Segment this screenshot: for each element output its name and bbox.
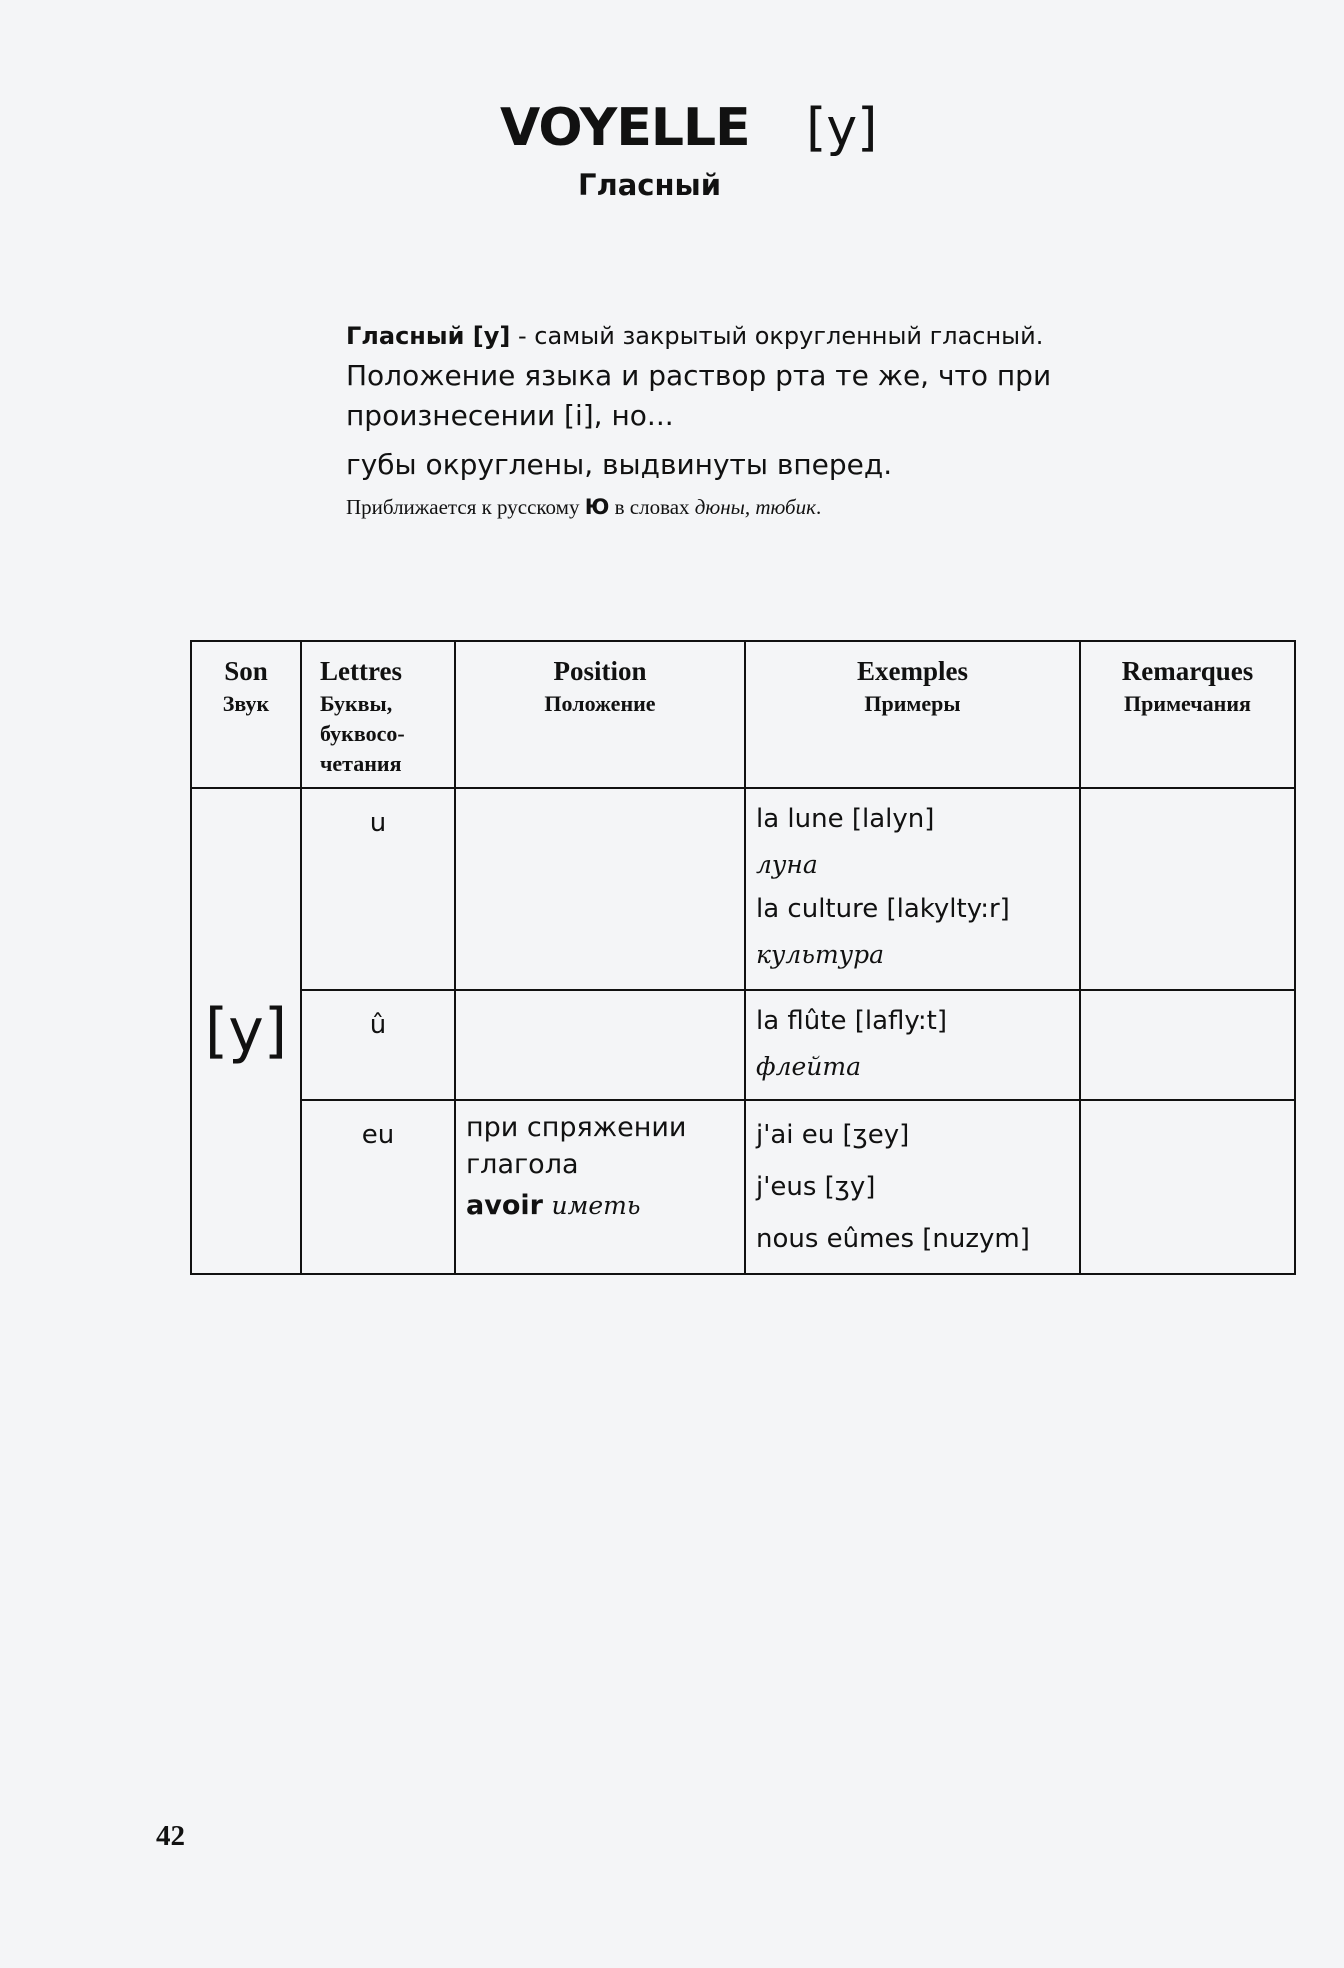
example-text: j'eus [ʒy] [756, 1172, 876, 1202]
page-subtitle: Гласный [578, 168, 722, 202]
example-translation: культура [756, 940, 885, 969]
position-verb-ru: иметь [551, 1191, 641, 1220]
header-exemples-ru: Примеры [864, 691, 961, 716]
header-remarques-fr: Remarques [1121, 656, 1254, 686]
position-text: при спряжении глагола [466, 1112, 687, 1180]
table-row [191, 1100, 1295, 1274]
page-number: 42 [156, 1820, 185, 1852]
header-lettres-ru: Буквы, буквосо-четания [320, 691, 405, 776]
table-row [191, 788, 1295, 990]
example-translation: флейта [756, 1052, 861, 1081]
position-verb-fr: avoir [466, 1190, 543, 1221]
intro-line-5-bold: Ю [584, 495, 610, 519]
intro-line-3: произнесении [i], но... [346, 399, 674, 432]
table-header-row [191, 641, 1295, 788]
examples-cell [745, 788, 1080, 990]
position-cell [455, 1100, 745, 1274]
intro-line-5-start: Приближается к русскому [346, 495, 585, 519]
intro-line-2: Положение языка и раствор рта те же, что при [346, 359, 1052, 392]
examples-cell [745, 1100, 1080, 1274]
intro-line-5 [346, 495, 1166, 520]
position-verb [466, 1187, 734, 1224]
intro-paragraph [346, 322, 1166, 520]
header-son-fr: Son [224, 656, 268, 686]
intro-line-1-rest: - самый закрытый округленный гласный. [510, 322, 1044, 350]
table-row [191, 990, 1295, 1100]
header-remarques [1080, 641, 1295, 788]
title-phonetic-symbol: [y] [806, 98, 878, 158]
example-text: j'ai eu [ʒey] [756, 1120, 910, 1150]
header-remarques-ru: Примечания [1124, 691, 1251, 716]
header-position-ru: Положение [544, 691, 656, 716]
header-lettres-fr: Lettres [320, 656, 402, 686]
sound-table [190, 640, 1296, 1275]
letter-cell: û [301, 990, 455, 1100]
header-son-ru: Звук [222, 691, 270, 716]
position-cell [455, 990, 745, 1100]
page-title [500, 98, 877, 158]
example-text: nous eûmes [nuzym] [756, 1224, 1030, 1254]
header-exemples-fr: Exemples [857, 656, 968, 686]
example-translation: луна [756, 850, 818, 879]
title-word: VOYELLE [500, 98, 750, 158]
intro-line-5-end: . [815, 495, 822, 519]
intro-line-1-bold: Гласный [y] [346, 322, 511, 350]
examples-cell [745, 990, 1080, 1100]
sound-cell: [y] [191, 788, 301, 1274]
example-text: la culture [lakylty:r] [756, 894, 1010, 924]
letter-cell: eu [301, 1100, 455, 1274]
header-position-fr: Position [553, 656, 647, 686]
header-son [191, 641, 301, 788]
example-text: la lune [lalyn] [756, 804, 935, 834]
intro-line-1 [346, 322, 1166, 350]
header-position [455, 641, 745, 788]
remarks-cell [1080, 788, 1295, 990]
intro-line-4: губы округлены, выдвинуты вперед. [346, 448, 893, 481]
remarks-cell [1080, 990, 1295, 1100]
intro-line-5-italic: дюны, тюбик [694, 495, 816, 519]
header-lettres [301, 641, 455, 788]
position-cell [455, 788, 745, 990]
intro-line-5-mid: в словах [609, 495, 695, 519]
header-exemples [745, 641, 1080, 788]
remarks-cell [1080, 1100, 1295, 1274]
example-text: la flûte [lafly:t] [756, 1006, 948, 1036]
letter-cell: u [301, 788, 455, 990]
